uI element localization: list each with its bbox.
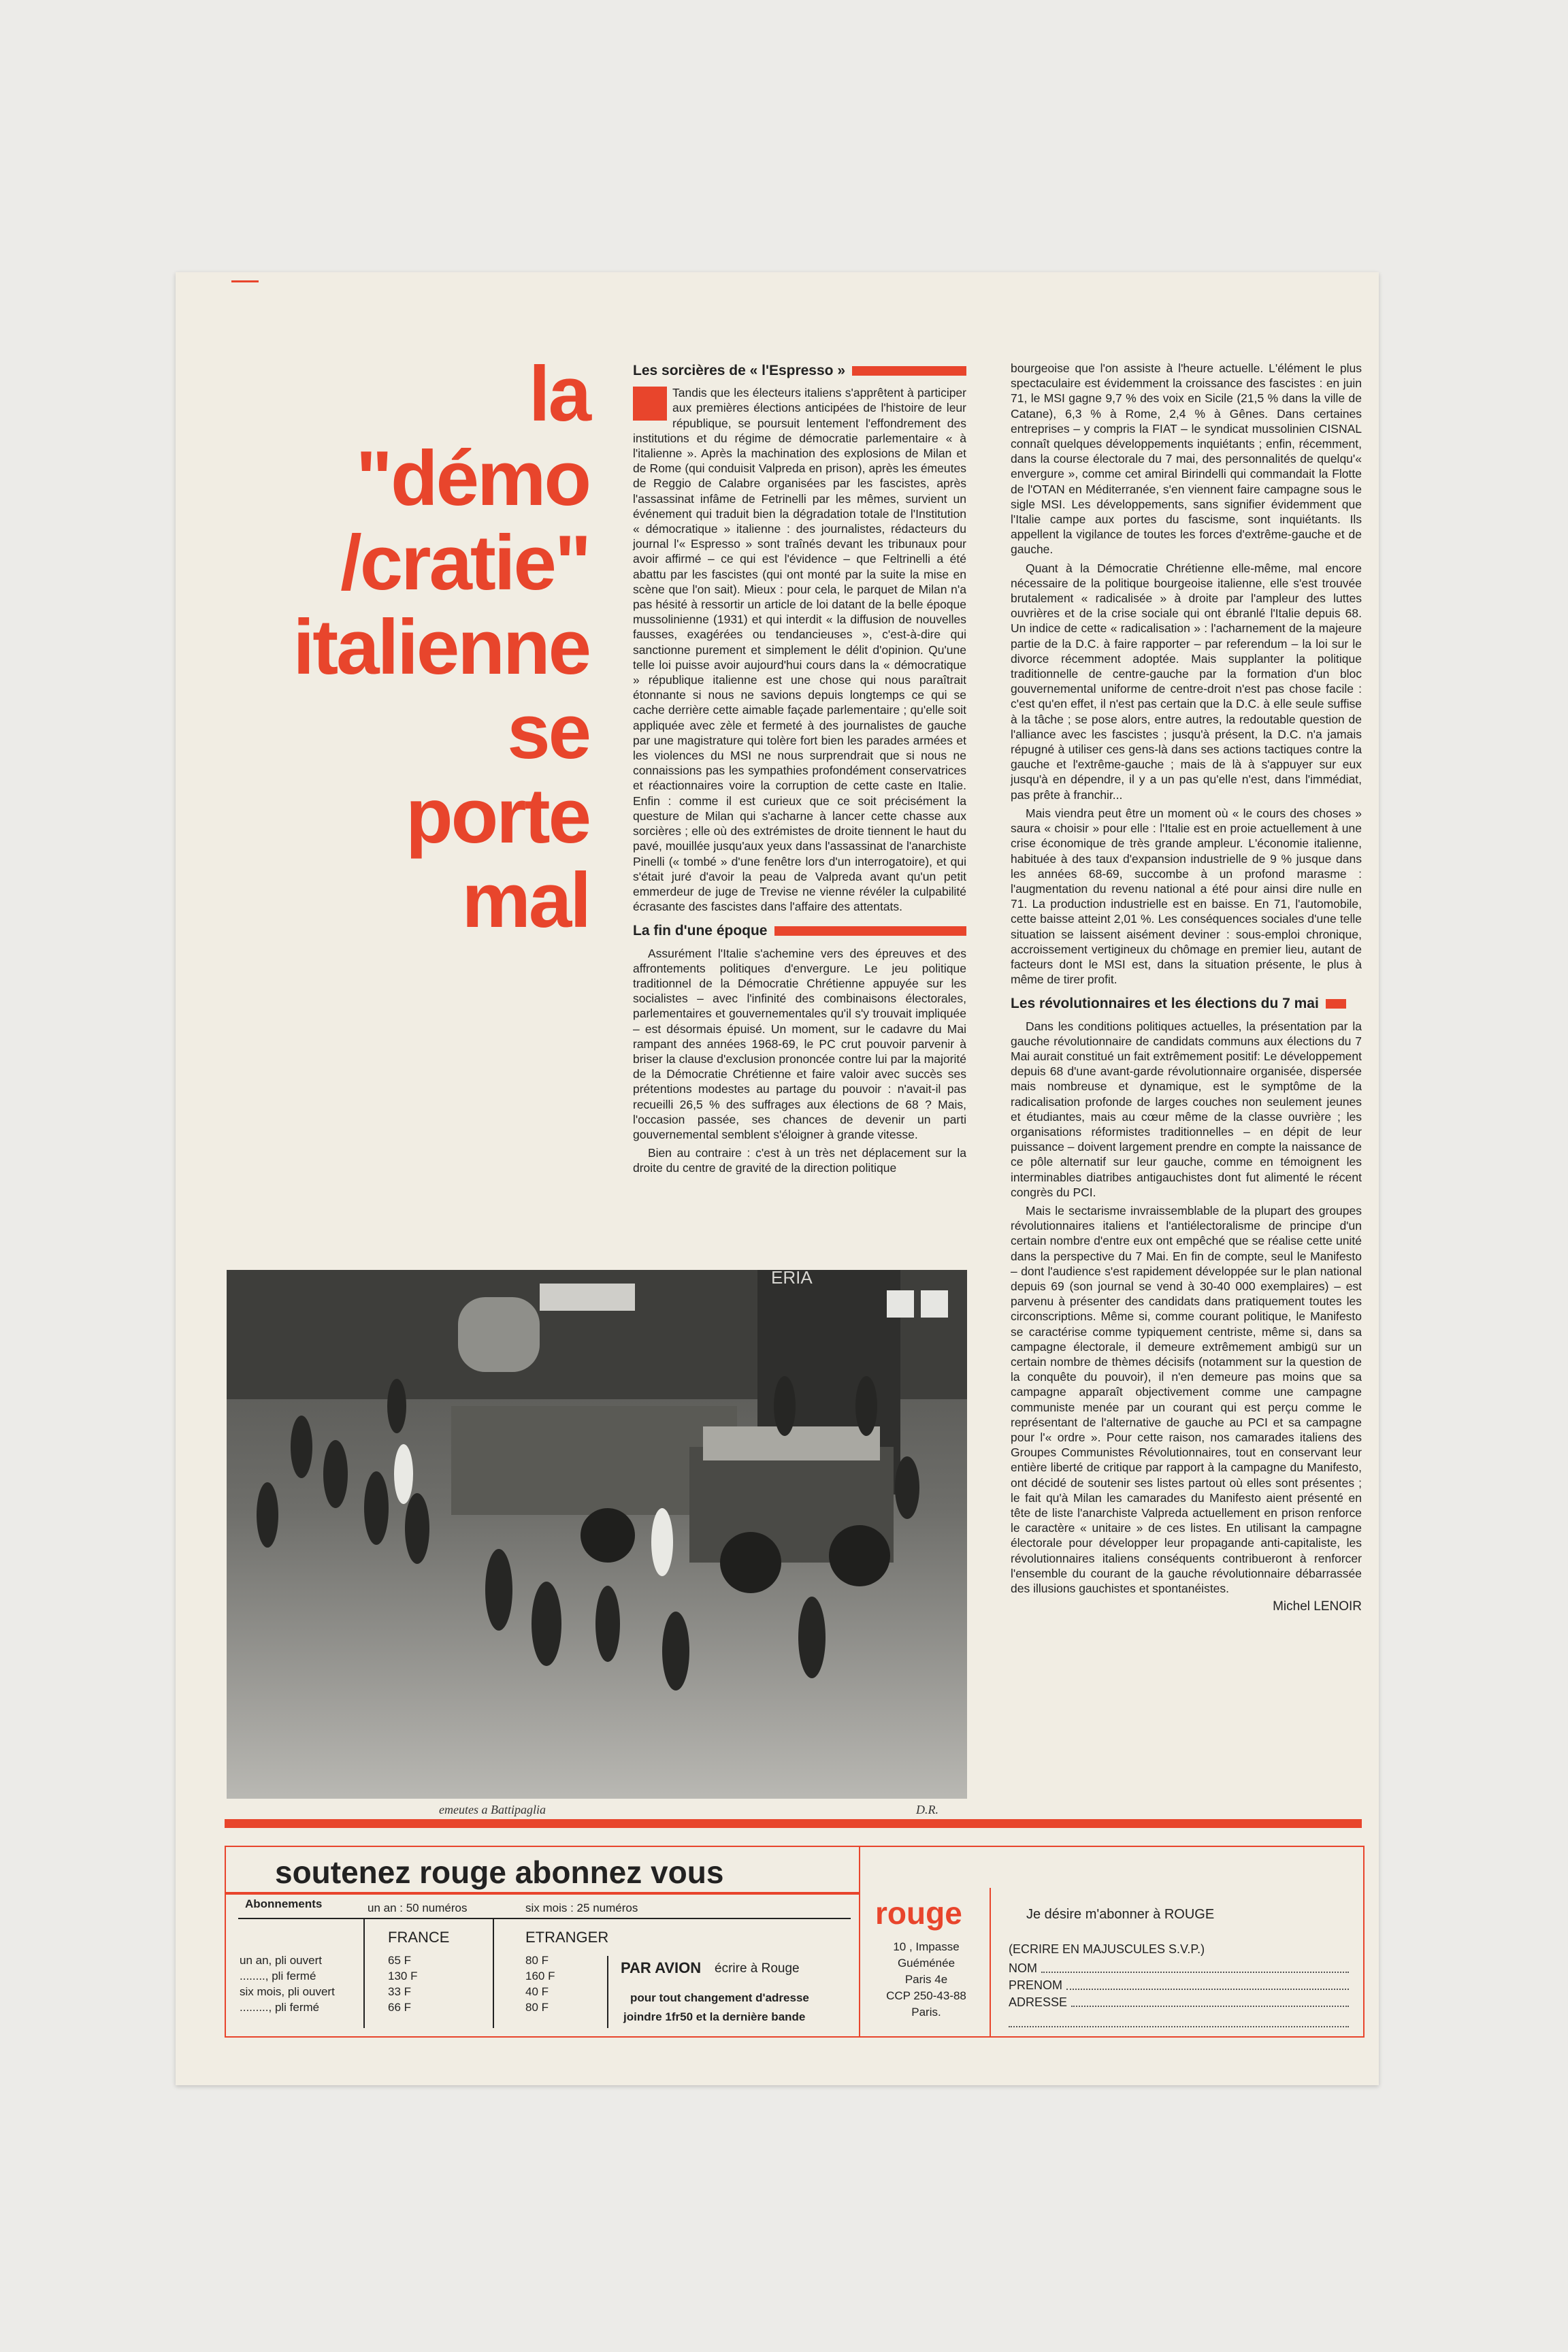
drop-square: [633, 387, 667, 421]
headline-line: "démo: [355, 436, 589, 522]
changement-label: pour tout changement d'adresse: [630, 1991, 809, 2004]
paragraph: Quant à la Démocratie Chrétienne elle-même, mal encore nécessaire de la politique bourgeoise italienne, elle s'est trouvée brutalement « radicalisée » à droite par l'ampleur des luttes ouvrières et de la crise sociale qui ont ébranlé l'Italie depuis 68. Un indice de cette « radicalisation » : l'acharnement de la majeure partie de la D.C. à faire rapporter – par referendum – la loi sur le divorce récemment adoptée. Mais supplanter la politique traditionnelle de centre-gauche par la formation d'un bloc gouvernemental uniforme de centre-droit n'est pas chose facile : c'est qu'en effet, il n'est pas certain que la D.C. à elle seule suffise à la tâche ; se pose alors, entre autres, la redoutable question de l'alliance avec les fascistes ; jusqu'à présent, la D.C. n'a jamais répugné à utiliser ces gens-là dans ses actions tactiques contre la gauche et l'extrême-gauche ; mais de là à s'appuyer sur eux jusqu'à en dépendre, il y a un pas qu'elle n'est, dans l'immédiat, pas prête à franchir...: [1011, 561, 1362, 802]
subscription-title: soutenez rouge abonnez vous: [275, 1855, 724, 1890]
paragraph: Assurément l'Italie s'achemine vers des épreuves et des affrontements politiques d'envergure. Le jeu politique traditionnel de la Démocratie Chrétienne appuyée sur les socialistes – avec l'infinité des combinaisons électorales, parlementaires et gouvernementales qu'il s'y trouvait impliquée – est désormais épuisé. Un moment, sur le cadavre du Mai rampant des années 1968-69, le PC crut pouvoir parvenir à briser la clause d'exclusion prononcée contre lui par la majorité de la Démocratie Chrétienne et faire valoir avec succès ses prétentions modestes au partage du pouvoir : n'avait-il pas recueilli 26,5 % des suffrages aux élections de 68 ? Mais, l'occasion passée, ses chances de devenir un parti gouvernemental semblent s'éloigner à grande vitesse.: [633, 946, 966, 1141]
paragraph: Tandis que les électeurs italiens s'apprêtent à participer aux premières élections anticipées de l'histoire de leur république, se poursuit lentement l'effondrement des institutions et du régime de démocratie parlementaire « à l'italienne ». Après la machination des explosions de Milan et de Rome (qui conduisit Valpreda en prison), après les émeutes de Reggio de Calabre organisées par les fascistes, après l'assassinat infâme de Fetrinelli par les mêmes, survient un événement qui traduit bien la dégradation totale de l'Institution « démocratique » italienne : des journalistes, rédacteurs du journal l'« Espresso » sont traînés devant les tribunaux pour avoir affirmé – ce qui est l'évidence – que Feltrinelli a été abattu par les fascistes (qui ont monté par la suite la mise en scène que l'on sait). Mieux : pour cela, le parquet de Milan n'a pas hésité à ressortir un article de loi datant de la belle époque mussolinienne (1931) et qui interdit « la diffusion de nouvelles fausses, exagérées ou tendancieuses », c'est-à-dire qui sanctionne purement et simplement le délit d'opinion. Qu'une telle loi puisse avoir aujourd'hui cours dans la « démocratique » république italienne est une chose qui nous paraîtrait étonnante si nous ne savions depuis longtemps ce qui se cache derrière cette aimable façade parlementaire ; qu'elle soit appliquée avec zèle et fermeté à des journalistes de gauche par une magistrature qui tolère fort bien les parades armées et les violences du MSI ne nous surprendrait que si nous ne connaissions pas les sympathies profondément conservatrices et réactionnaires voire la corruption de cette caste en Italie. Enfin : comme il est curieux que ce soit précisément la questure de Milan qui s'acharne à lancer cette chasse aux sorcières ; elle où des extrémistes de droite tiennent le haut du pavé, mouillée jusqu'aux yeux dans l'assassinat de l'anarchiste Pinelli (« tombé » d'une fenêtre lors d'un interrogatoire), et qui s'était juré d'avoir la peau de Valpreda avant qu'un petit emmerdeur de juge de Trevise ne vienne révéler la culpabilité écrasante des fascistes dans l'affaire des attentats.: [633, 386, 966, 914]
adresse-field[interactable]: ADRESSE: [1009, 1994, 1349, 2011]
divider: [493, 1919, 494, 2028]
headline: [293, 353, 589, 943]
divider: [990, 1888, 991, 2036]
etranger-label: ETRANGER: [525, 1929, 609, 1946]
headline-line: la: [528, 351, 589, 438]
paragraph: Bien au contraire : c'est à un très net déplacement sur la droite du centre de gravité de la direction politique: [633, 1146, 966, 1175]
par-avion-label: PAR AVION: [621, 1959, 702, 1976]
subheading-bar: [1326, 999, 1346, 1009]
riot-photo: [227, 1270, 967, 1799]
joindre-label: joindre 1fr50 et la dernière bande: [623, 2010, 806, 2023]
subheading-fin-epoque: La fin d'une époque: [633, 924, 966, 938]
six-mois-label: six mois : 25 numéros: [525, 1901, 638, 1914]
divider: [859, 1847, 860, 2036]
prenom-field[interactable]: PRENOM: [1009, 1977, 1349, 1994]
signature: Michel LENOIR: [1273, 1599, 1362, 1614]
photo-credit: D.R.: [916, 1803, 938, 1816]
desire-label: Je désire m'abonner à ROUGE: [1026, 1907, 1215, 1922]
france-label: FRANCE: [388, 1929, 450, 1946]
article-column-1: [633, 359, 966, 1179]
headline-line: porte: [406, 773, 589, 860]
rouge-logo: rouge: [875, 1895, 962, 1931]
top-accent-line: [231, 280, 259, 282]
paragraph: Dans les conditions politiques actuelles, la présentation par la gauche révolutionnaire de candidats communs aux élections du 7 Mai aurait constitué un fait extrêmement positif: Le développement depuis 68 d'une avant-garde révolutionnaire organisée, dispersée mais nombreuse et dynamique, est le symptôme de la radicalisation profonde de larges couches non seulement jeunes et étudiantes, mais au cœur même de la classe ouvrière ; les organisations réformistes traditionnelles – en dépit de leur puissance – doivent largement prendre en compte la naissance de ce pôle alternatif sur leur gauche, comme en témoignent les interminables diatribes antigauchistes dont fut alimenté le récent congrès du PCI.: [1011, 1019, 1362, 1199]
divider: [607, 1956, 608, 2028]
divider: [363, 1919, 365, 2028]
headline-line: se: [507, 689, 589, 775]
majuscules-label: (ECRIRE EN MAJUSCULES S.V.P.): [1009, 1942, 1205, 1956]
photo-sign-text: ERIA: [771, 1270, 813, 1288]
title-underline: [226, 1892, 859, 1895]
subheading-revolutionnaires: Les révolutionnaires et les élections du 7 mai: [1011, 996, 1362, 1011]
headline-block: [176, 353, 589, 1210]
row-labels: un an, pli ouvert ........, pli fermé six mois, pli ouvert ........., pli fermé: [240, 1954, 335, 2014]
france-prices: 65 F 130 F 33 F 66 F: [388, 1954, 418, 2014]
rouge-address: 10 , Impasse Guéménée Paris 4e CCP 250-43-88 Paris.: [886, 1940, 966, 2019]
nom-field[interactable]: NOM: [1009, 1960, 1349, 1977]
subheading-espresso: Les sorcières de « l'Espresso »: [633, 363, 966, 378]
riot-photo-drawing: [227, 1270, 967, 1799]
abonnements-label: Abonnements: [245, 1897, 323, 1910]
headline-line: /cratie": [340, 520, 589, 606]
ecrire-label: écrire à Rouge: [715, 1961, 800, 1976]
photo-caption: emeutes a Battipaglia: [439, 1803, 546, 1816]
form-fields: [1009, 1960, 1349, 2031]
headline-line: italienne: [293, 604, 589, 691]
paragraph: bourgeoise que l'on assiste à l'heure actuelle. L'élément le plus spectaculaire est évidemment la croissance des fascistes : en juin 71, le MSI gagne 9,7 % des voix en Sicile (21,5 % dans la ville de Catane), 6,3 % à Rome, 2,4 % à Gênes. Dans certaines entreprises – y compris la FIAT – le syndicat mussolinien CISNAL connaît quelques développements inquiétants ; enfin, récemment, dans la course électorale du 7 mai, des personnalités de quelqu'« envergure », comme cet amiral Birindelli qui commandait la Flotte de l'OTAN en Méditerranée, s'en viennent faire campagne sous le sigle MSI. Les développements, sans signifier évidemment que l'Italie campe aux portes du fascisme, sont inquiétants. Ils appellent la vigilance de toutes les forces d'extrême-gauche et de gauche.: [1011, 361, 1362, 557]
etranger-prices: 80 F 160 F 40 F 80 F: [525, 1954, 555, 2014]
red-rule: [225, 1819, 1362, 1828]
subscription-box: [225, 1846, 1365, 2038]
paragraph: Mais viendra peut être un moment où « le cours des choses » saura « choisir » pour elle : l'Italie est en proie actuellement à une crise économique de très grande ampleur. L'économie italienne, habituée à des taux d'expansion industrielle de 9 % jusque dans les années 68-69, succombe à un profond marasme : l'augmentation du revenu national a été pour ainsi dire nulle en 71. La production industrielle est en baisse. En 71, l'automobile, cette baisse atteint 2,01 %. Les conséquences sociales d'une telle situation se laissent aisément deviner : sous-emploi chronique, accroissement vertigineux du chômage en premier lieu, autant de facteurs dont le MSI est, dans la situation présente, le plus à même de tirer profit.: [1011, 806, 1362, 987]
subheading-bar: [852, 366, 966, 376]
subheading-bar: [774, 926, 967, 936]
headline-line: mal: [461, 858, 589, 944]
adresse-line-2[interactable]: [1009, 2011, 1349, 2031]
paragraph: Mais le sectarisme invraissemblable de la plupart des groupes révolutionnaires italiens et l'antiélectoralisme de principe d'un certain nombre d'entre eux ont empêché que se réalise cette unité dans la perspective du 7 Mai. En fin de compte, seul le Manifesto – dont l'audience s'est rapidement développée sur le plan national depuis 69 (son journal se vend à 30-40 000 exemplaires) – est parvenu à présenter des candidats dans pratiquement toutes les circonscriptions. Même si, comme courant politique, le Manifesto se caractérise comme typiquement centriste, même si, dans sa campagne électorale, il demeure extrêmement ambigü sur un certain nombre de thèmes décisifs (notamment sur la question de la conquête du pouvoir), il n'en demeure pas moins que sa campagne apparaît objectivement comme une campagne communiste menée par un courant qui est perçu comme le représentant de l'alternative de gauche au PCI et sa campagne pour l'« ordre ». Pour cette raison, nos camarades italiens des Groupes Communistes Révolutionnaires, tout en conservant leur entière liberté de critique par rapport à la campagne du Manifesto, ont décidé de soutenir ses listes partout où elles sont présentes ; le fait qu'à Milan les camarades du Manifesto aient présenté en tête de liste l'anarchiste Valpreda actuellement en prison renforce le caractère « unitaire » de ces listes. En utilisant la campagne électorale pour développer leur propagande anti-capitaliste, les révolutionnaires italiens conséquents contribueront à renforcer l'ensemble du courant de la gauche révolutionnaire débarrassée des illusions gauchistes et spontanéistes.: [1011, 1203, 1362, 1596]
un-an-label: un an : 50 numéros: [368, 1901, 468, 1914]
article-column-2: [1011, 361, 1362, 1618]
divider: [238, 1918, 851, 1919]
